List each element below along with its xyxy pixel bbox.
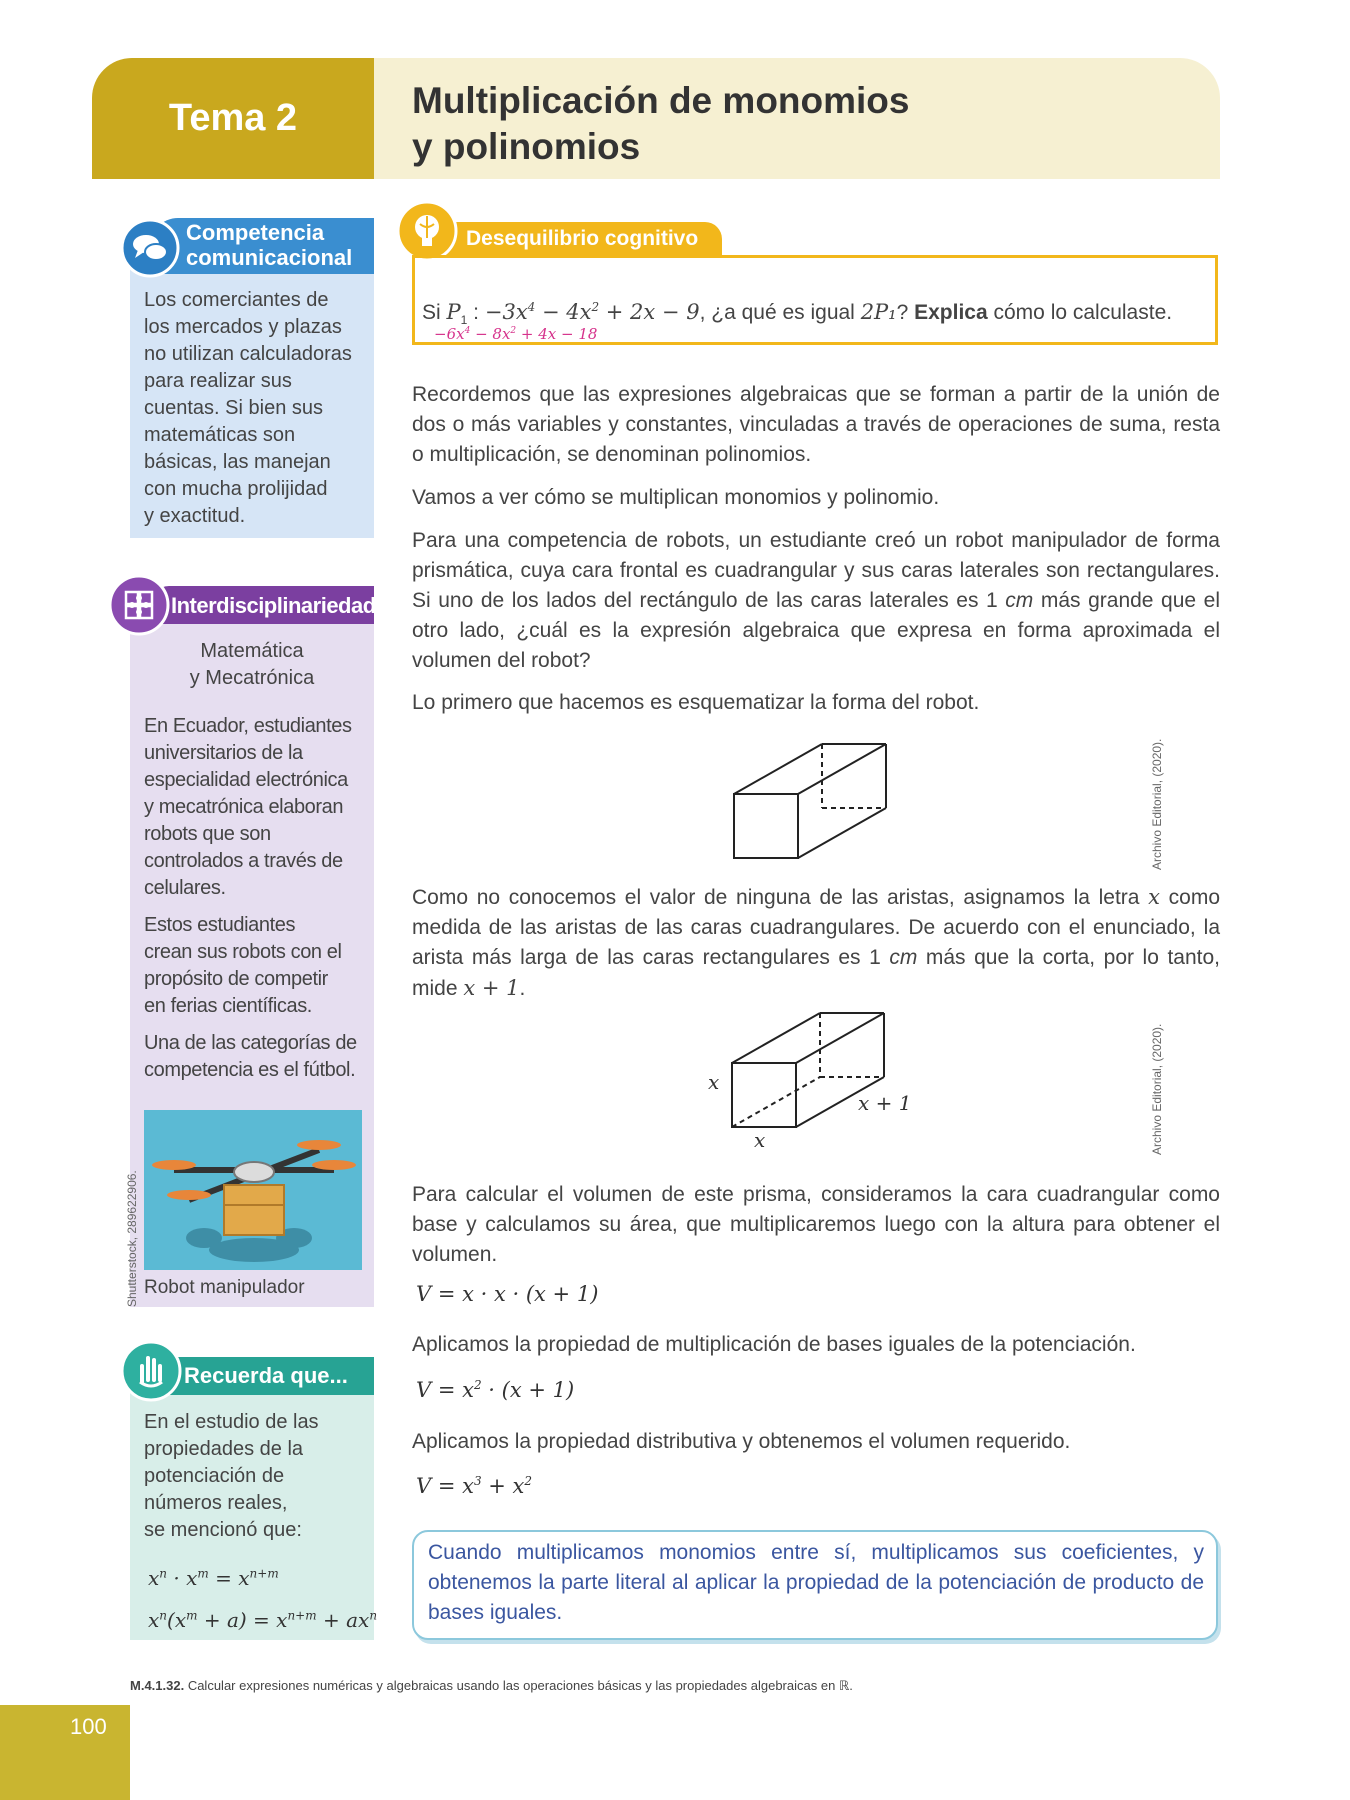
page-number-box bbox=[0, 1705, 130, 1800]
interdisciplinariedad-title: Interdisciplinariedad bbox=[171, 593, 376, 618]
prism-diagram-1 bbox=[730, 740, 890, 862]
photo-credit: Shutterstock, 289622906. bbox=[125, 1170, 139, 1307]
highlight-text: Cuando multiplicamos monomios entre sí, multiplicamos sus coeficientes, y obtenemos la parte literal al aplicar la propiedad de la potenciación de producto de bases iguales. bbox=[428, 1541, 1204, 1624]
page-number: 100 bbox=[70, 1714, 107, 1739]
tema-label: Tema 2 bbox=[92, 58, 374, 179]
formula-power-product: $x^n \cdot x^m = x^{n+m}$ bbox=[148, 1566, 279, 1590]
recuerda-title: Recuerda que... bbox=[184, 1363, 348, 1388]
paragraph-distributiva: Aplicamos la propiedad distributiva y obtenemos el volumen requerido. bbox=[412, 1430, 1071, 1453]
robot-image bbox=[144, 1110, 362, 1270]
prism-diagram-2 bbox=[700, 1003, 920, 1153]
paragraph-polinomios: Recordemos que las expresiones algebraicas que se forman a partir de la unión de dos o más variables y constantes, vinculadas a través de operaciones de suma, resta o multiplicación, se denominan polinomios. bbox=[412, 383, 1220, 466]
image-caption: Robot manipulador bbox=[144, 1277, 305, 1298]
title-line-2: y polinomios bbox=[412, 126, 641, 167]
title-banner bbox=[374, 58, 1220, 179]
desequilibrio-label: Desequilibrio cognitivo bbox=[466, 227, 699, 250]
lightbulb-icon bbox=[396, 200, 458, 262]
competencia-title: Competencia comunicacional bbox=[186, 220, 353, 270]
paragraph-bases-iguales: Aplicamos la propiedad de multiplicación de bases iguales de la potenciación. bbox=[412, 1333, 1136, 1356]
formula-v1: V = x · x · (x + 1) bbox=[416, 1282, 599, 1306]
title-line-1: Multiplicación de monomios bbox=[412, 80, 910, 121]
footer-skill: M.4.1.32. Calcular expresiones numéricas y algebraicas usando las operaciones básicas y las propiedades algebraicas en ℝ. bbox=[130, 1678, 853, 1693]
puzzle-icon bbox=[108, 574, 170, 636]
paragraph-robot-problem: Para una competencia de robots, un estudiante creó un robot manipulador de forma prismática, cuya cara frontal es cuadrangular y sus caras laterales son rectangulares. Si uno de los lados del rectángulo de las caras laterales es 1 cm más grande que el otro lado, ¿cuál es la expresión algebraica que expresa en forma aproximada el volumen del robot? bbox=[412, 529, 1220, 672]
diagram-credit-1: Archivo Editorial, (2020). bbox=[1150, 738, 1164, 870]
competencia-text: Los comerciantes de los mercados y plazas no utilizan calculadoras para realizar sus cuentas. Si bien sus matemáticas son básicas, las manejan con mucha prolijidad y exactitud. bbox=[144, 289, 352, 527]
recuerda-text: En el estudio de las propiedades de la potenciación de números reales, se mencionó que: bbox=[144, 1411, 319, 1541]
diagram-credit-2: Archivo Editorial, (2020). bbox=[1150, 1023, 1164, 1155]
paragraph-intro: Vamos a ver cómo se multiplican monomios y polinomio. bbox=[412, 486, 940, 509]
interdisciplinariedad-subtitle: Matemática y Mecatrónica bbox=[189, 640, 315, 689]
formula-v3: $V = x^3 + x^2$ bbox=[416, 1474, 533, 1498]
desequilibrio-answer: $-6x^4 - 8x^2 + 4x - 18$ bbox=[434, 325, 598, 343]
formula-power-distributive: $x^n(x^m + a) = x^{n+m} + ax^n$ bbox=[148, 1608, 378, 1632]
speech-bubble-icon bbox=[120, 218, 180, 278]
paragraph-aristas: Como no conocemos el valor de ninguna de las aristas, asignamos la letra x como medida de las aristas de las caras cuadrangulares. De acuerdo con el enunciado, la arista más larga de las caras rectangulares es 1 cm más que la corta, por lo tanto, mide x + 1. bbox=[412, 885, 1220, 1000]
desequilibrio-question: Si $P_1$ : $-3x^4 - 4x^2 + 2x - 9$, ¿a qué es igual 2P₁? Explica cómo lo calculaste. bbox=[422, 300, 1173, 328]
formula-v2: $V = x^2 \cdot (x + 1)$ bbox=[416, 1378, 575, 1402]
interdisciplinariedad-text: En Ecuador, estudiantes universitarios de la especialidad electrónica y mecatrónica elaboran robots que son controlados a través de celulares. Estos estudiantes crean sus robots con el propósito de competir en ferias científicas. Una de las categorías de competencia es el fútbol. bbox=[144, 715, 357, 1081]
label-x-bottom: x bbox=[754, 1128, 766, 1152]
label-x-plus-1: x + 1 bbox=[858, 1091, 912, 1115]
paragraph-esquematizar: Lo primero que hacemos es esquematizar la forma del robot. bbox=[412, 691, 980, 714]
paragraph-volumen: Para calcular el volumen de este prisma, consideramos la cara cuadrangular como base y calculamos su área, que multiplicaremos luego con la altura para obtener el volumen. bbox=[412, 1183, 1220, 1266]
hand-icon bbox=[120, 1340, 182, 1402]
page-title bbox=[374, 58, 1220, 170]
label-x-left: x bbox=[708, 1070, 720, 1094]
